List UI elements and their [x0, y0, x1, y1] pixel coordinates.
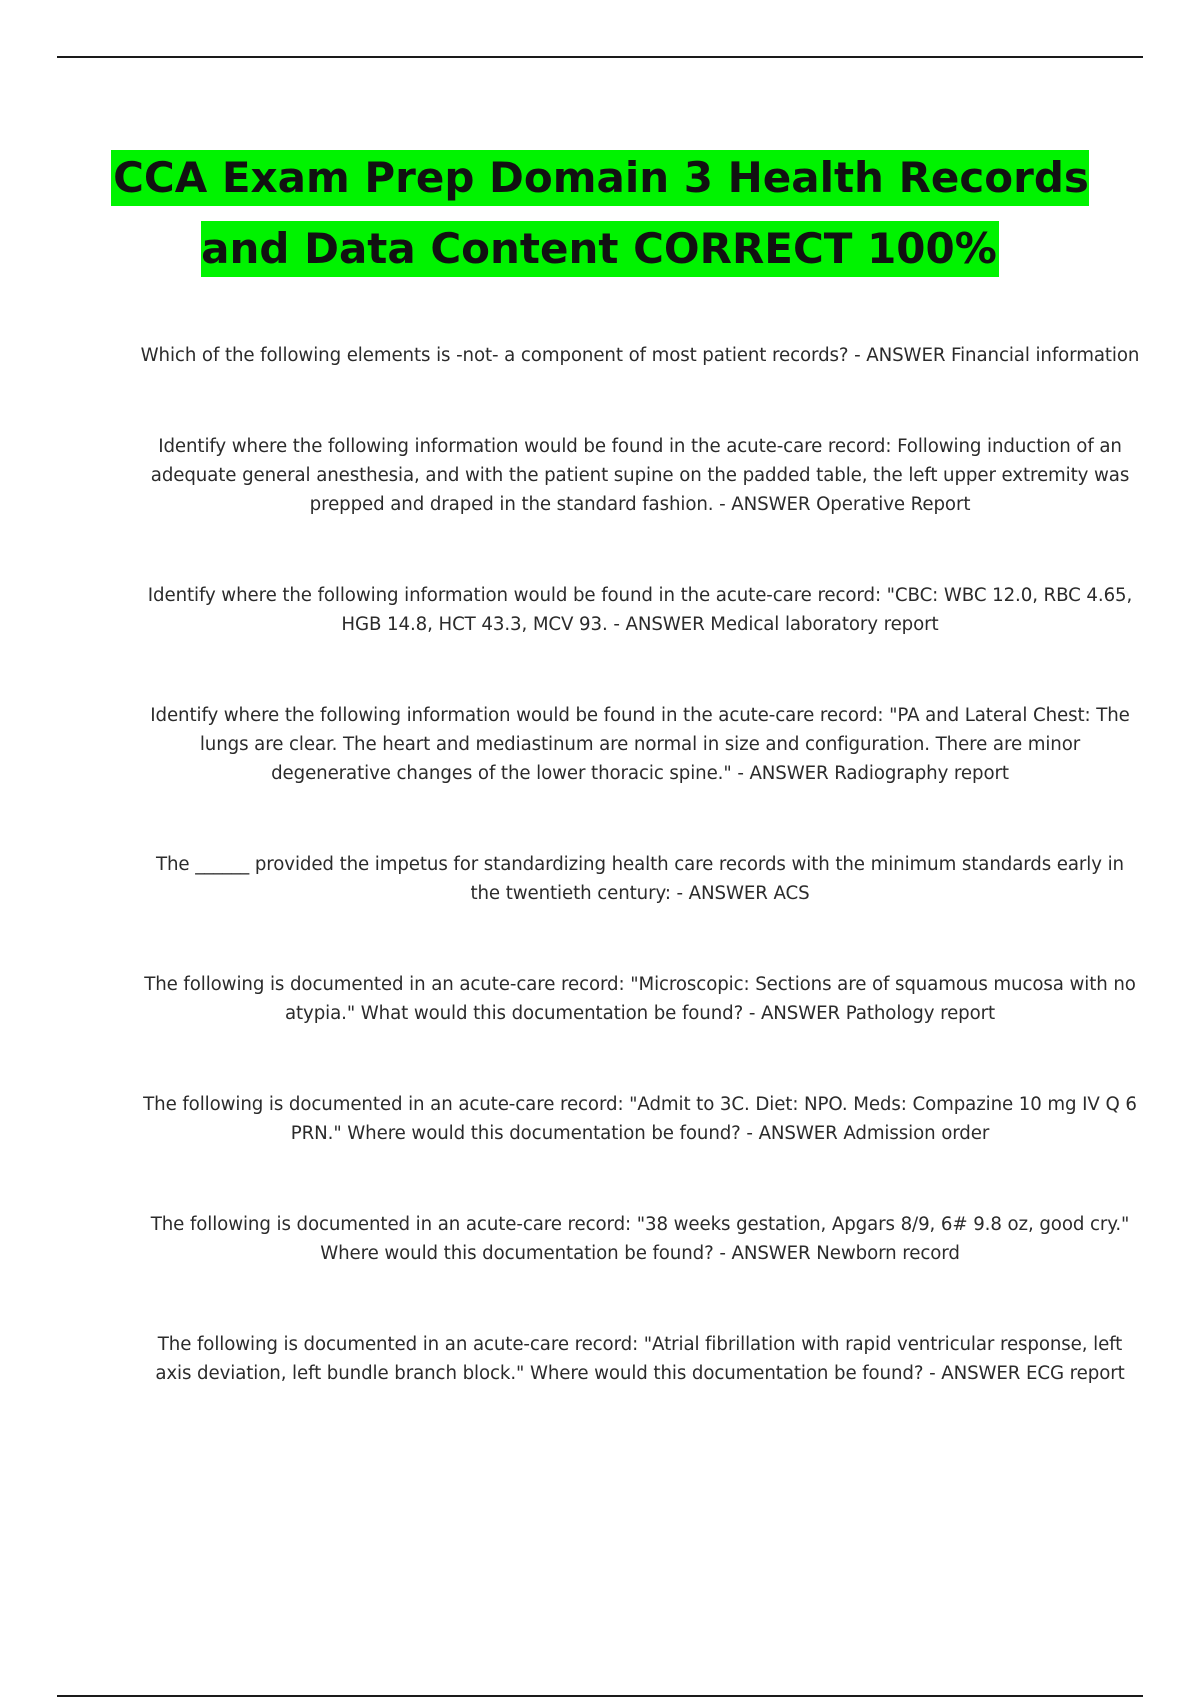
qa-item: Which of the following elements is -not- a component of most patient records? - ANSWER Financial information: [140, 345, 1140, 366]
qa-item: Identify where the following information would be found in the acute-care record: "CBC: WBC 12.0, RBC 4.65, HGB 14.8, HCT 43.3, MCV 93. - ANSWER Medical laboratory report: [147, 585, 1133, 635]
qa-item: Identify where the following information would be found in the acute-care record: Following induction of an adequate general anesthesia, and with the patient supine on the padded table, the left upper extremity was prepped and draped in the standard fashion. - ANSWER Operative Report: [150, 436, 1130, 515]
qa-item: Identify where the following information would be found in the acute-care record: "PA and Lateral Chest: The lungs are clear. The heart and mediastinum are normal in size and configuration. There are minor degenerative changes of the lower thoracic spine." - ANSWER Radiography report: [150, 705, 1130, 784]
qa-item: The following is documented in an acute-care record: "38 weeks gestation, Apgars 8/9, 6# 9.8 oz, good cry." Where would this documentation be found? - ANSWER Newborn record: [150, 1214, 1130, 1264]
page-title: [60, 142, 1140, 284]
qa-item: The following is documented in an acute-care record: "Atrial fibrillation with rapid ventricular response, left axis deviation, left bundle branch block." Where would this documentation be found? - ANSWER ECG report: [155, 1334, 1125, 1384]
qa-item: The ______ provided the impetus for standardizing health care records with the minimum standards early in the twentieth century: - ANSWER ACS: [155, 854, 1124, 904]
bottom-rule: [57, 1695, 1143, 1697]
qa-list: [140, 341, 1140, 1450]
title-block: [60, 142, 1140, 284]
top-rule: [57, 56, 1143, 58]
qa-item: The following is documented in an acute-care record: "Microscopic: Sections are of squamous mucosa with no atypia." What would this documentation be found? - ANSWER Pathology report: [144, 974, 1136, 1024]
title-highlight: CCA Exam Prep Domain 3 Health Records and Data Content CORRECT 100%: [111, 150, 1089, 277]
qa-item: The following is documented in an acute-care record: "Admit to 3C. Diet: NPO. Meds: Compazine 10 mg IV Q 6 PRN." Where would this documentation be found? - ANSWER Admission order: [143, 1094, 1137, 1144]
